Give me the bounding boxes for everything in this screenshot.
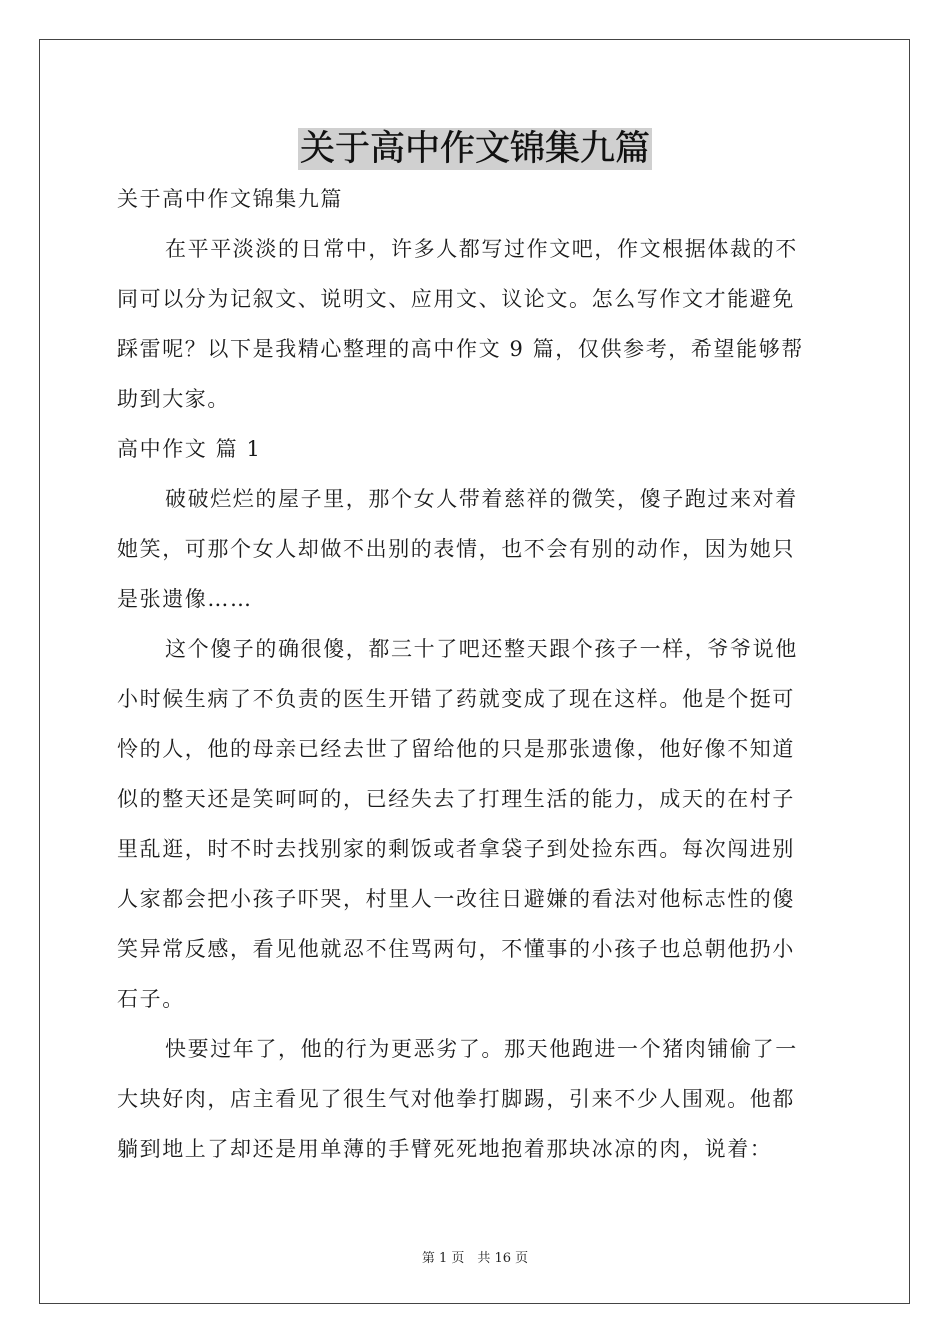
- text-line: 笑异常反感，看见他就忍不住骂两句，不懂事的小孩子也总朝他扔小: [117, 937, 795, 961]
- text-line: 关于高中作文锦集九篇: [117, 187, 343, 211]
- text-line: 躺到地上了却还是用单薄的手臂死死地抱着那块冰凉的肉，说着：: [117, 1137, 773, 1161]
- text-line: 小时候生病了不负责的医生开错了药就变成了现在这样。他是个挺可: [117, 687, 795, 711]
- text-line: 似的整天还是笑呵呵的，已经失去了打理生活的能力，成天的在村子: [117, 787, 795, 811]
- text-line: 同可以分为记叙文、说明文、应用文、议论文。怎么写作文才能避免: [117, 287, 795, 311]
- page-footer: [0, 1247, 950, 1266]
- text-line: 她笑，可那个女人却做不出别的表情，也不会有别的动作，因为她只: [117, 537, 795, 561]
- text-line: 助到大家。: [117, 387, 230, 411]
- text-line: 快要过年了，他的行为更恶劣了。那天他跑进一个猪肉铺偷了一: [165, 1037, 798, 1061]
- page-number: 第 1 页 共 16 页: [421, 1251, 529, 1266]
- document-title-text: 关于高中作文锦集九篇: [299, 129, 650, 169]
- text-line: 在平平淡淡的日常中，许多人都写过作文吧，作文根据体裁的不: [165, 237, 798, 261]
- document-body: [117, 174, 833, 1174]
- document-title: [0, 128, 950, 170]
- text-line: 石子。: [117, 987, 185, 1011]
- text-line: 里乱逛，时不时去找别家的剩饭或者拿袋子到处捡东西。每次闯进别: [117, 837, 795, 861]
- text-line: 这个傻子的确很傻，都三十了吧还整天跟个孩子一样，爷爷说他: [165, 637, 798, 661]
- text-line: 破破烂烂的屋子里，那个女人带着慈祥的微笑，傻子跑过来对着: [165, 487, 798, 511]
- section-heading: 高中作文 篇 1: [117, 437, 262, 461]
- text-line: 人家都会把小孩子吓哭，村里人一改往日避嫌的看法对他标志性的傻: [117, 887, 795, 911]
- text-line: 大块好肉，店主看见了很生气对他拳打脚踢，引来不少人围观。他都: [117, 1087, 795, 1111]
- text-line: 怜的人，他的母亲已经去世了留给他的只是那张遗像，他好像不知道: [117, 737, 795, 761]
- text-line: 踩雷呢？以下是我精心整理的高中作文 9 篇，仅供参考，希望能够帮: [117, 337, 804, 361]
- text-line: 是张遗像……: [117, 587, 253, 611]
